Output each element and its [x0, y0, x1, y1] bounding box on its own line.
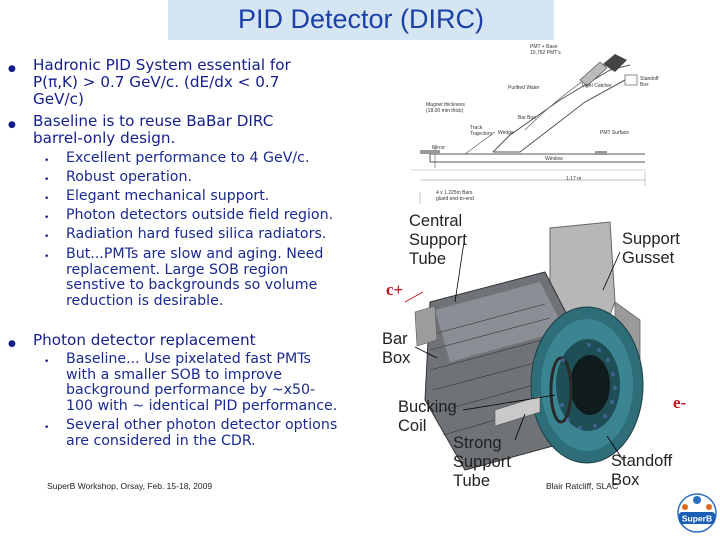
sub-bullet-marker: • [44, 175, 50, 185]
bar-box-label: Bar Box [382, 330, 411, 367]
support-gusset-label: Support Gusset [622, 230, 680, 267]
standoff-box-label: Standoff Box [611, 452, 673, 489]
sub-bullet-a2-text: Robust operation. [66, 169, 192, 185]
sub-bullet-b1-text: Baseline... Use pixelated fast PMTs with a smaller SOB to improve background performance by ~x50- 100 with ~ identical PID performance. [66, 351, 338, 414]
schematic-track-trajectory-label: Track Trajectory [470, 125, 493, 137]
bucking-coil-label: Bucking Coil [398, 398, 457, 435]
sub-bullet-marker: • [44, 213, 50, 223]
footer-right: Blair Ratcliff, SLAC [546, 481, 619, 491]
e-minus-label: e- [673, 393, 687, 412]
schematic-mirror-label: Mirror [432, 145, 446, 151]
schematic-length-label: 1.17 m [566, 176, 582, 182]
bullet-marker: ● [8, 339, 16, 349]
sub-bullet-marker: • [44, 357, 50, 367]
schematic-purified-water-label: Purified Water [508, 85, 540, 91]
logo-text: SuperB [681, 513, 713, 524]
bullet-marker: ● [8, 120, 16, 130]
schematic-light-catcher-label: Light Catcher [582, 83, 612, 89]
strong-support-tube-label: Strong Support Tube [453, 434, 511, 490]
sub-bullet-a1-text: Excellent performance to 4 GeV/c. [66, 150, 310, 166]
sub-bullet-b2-text: Several other photon detector options are considered in the CDR. [66, 417, 338, 449]
sub-bullet-a4-text: Photon detectors outside field region. [66, 207, 334, 223]
bullet-1 [0, 57, 370, 109]
schematic-wedge-label: Wedge [498, 130, 514, 136]
sub-bullet-a5-text: Radiation hard fused silica radiators. [66, 226, 327, 242]
schematic-pmt-surface-label: PMT Surface [600, 130, 630, 136]
schematic-bars-label: 4 x 1.225m Bars glued end-to-end [436, 190, 474, 202]
schematic-pmt-base-label: PMT + Base 10,752 PMT's [530, 44, 561, 56]
bullet-marker: ● [8, 64, 16, 74]
schematic-bar-box-label: Bar Box [518, 115, 536, 121]
schematic-window-label: Window [545, 156, 563, 162]
sub-bullet-a3-text: Elegant mechanical support. [66, 188, 270, 204]
bullet-2-text: Baseline is to reuse BaBar DIRC barrel-only design. [33, 112, 274, 147]
bullet-3-text: Photon detector replacement [33, 331, 256, 349]
sub-bullet-marker: • [44, 194, 50, 204]
sub-bullet-marker: • [44, 252, 50, 262]
dirc-schematic [411, 54, 645, 204]
central-support-tube-label: Central Support Tube [409, 212, 467, 268]
c-plus-label: c+ [386, 280, 404, 299]
bullet-1-text: Hadronic PID System essential for P(π,K) > 0.7 GeV/c. (dE/dx < 0.7 GeV/c) [33, 56, 291, 108]
bullet-2 [0, 113, 370, 149]
sub-bullet-marker: • [44, 423, 50, 433]
sub-bullet-marker: • [44, 156, 50, 166]
sub-bullet-marker: • [44, 232, 50, 242]
footer-left: SuperB Workshop, Orsay, Feb. 15-18, 2009 [47, 481, 213, 491]
sub-bullet-a6-text: But...PMTs are slow and aging. Need replacement. Large SOB region senstive to backgrounds so volume reduction is desirable. [66, 246, 324, 309]
schematic-magnet-thickness-label: Magnet thickness (18.00 mm thick) [426, 102, 465, 114]
superb-logo [676, 492, 718, 534]
slide-title: PID Detector (DIRC) [237, 4, 485, 34]
schematic-standoff-box-label: Standoff Box [640, 76, 659, 88]
